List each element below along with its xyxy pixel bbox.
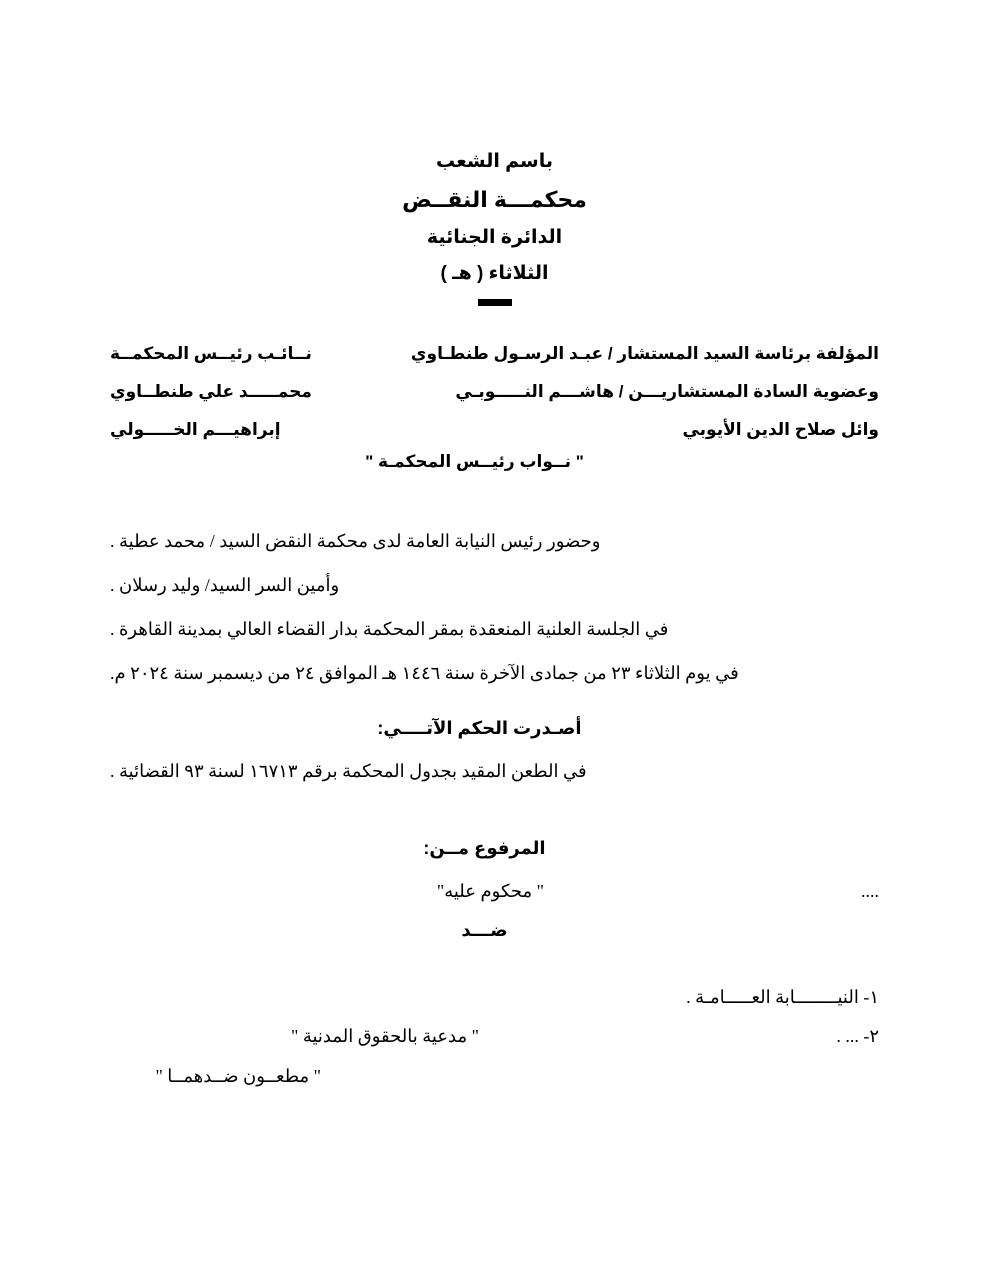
composition-row [110, 345, 879, 362]
verdict-section [0, 718, 989, 782]
document-body [0, 532, 989, 708]
verdict-heading: أصـدرت الحكم الآتــــي: [377, 718, 582, 738]
parties-filed-by-heading: المرفوع مــن: [423, 838, 546, 858]
court-composition [0, 345, 989, 472]
body-line-session-date: في يوم الثلاثاء ٢٣ من جمادى الآخرة سنة ١٤٤٦ هـ الموافق ٢٤ من ديسمبر سنة ٢٠٢٤ م. [110, 663, 739, 683]
body-line-prosecutor: وحضور رئيس النيابة العامة لدى محكمة النقض السيد / محمد عطية . [110, 531, 601, 551]
composition-member-judge-3: وائل صلاح الدين الأيوبي [682, 420, 879, 439]
parties-section [0, 838, 989, 941]
composition-row [110, 421, 879, 438]
respondents-section [0, 988, 989, 1087]
composition-presiding-judge: المؤلفة برئاسة السيد المستشار / عبـد الرسـول طنطـاوي [410, 344, 879, 363]
against-label: ضـــد [461, 920, 508, 940]
appellant-row [110, 882, 879, 900]
header-session-day: الثلاثاء ( هـ ) [440, 263, 549, 284]
respondent-1-label: ١- النيــــــــابة العـــــامـة . [686, 987, 879, 1007]
header-separator-rule [478, 299, 512, 306]
body-line-session-venue: في الجلسة العلنية المنعقدة بمقر المحكمة بدار القضاء العالي بمدينة القاهرة . [110, 619, 669, 639]
header-chamber-name: الدائرة الجنائية [426, 227, 563, 248]
appellant-status-tag: " محكوم عليه" [436, 881, 544, 901]
composition-presiding-title: نــائـب رئيــس المحكمــة [110, 344, 312, 363]
respondent-2-label: ٢- ... . [836, 1026, 879, 1046]
composition-member-judge-4: إبراهيـــم الخـــــولي [110, 420, 281, 439]
header-court-name: محكمـــة النقــض [402, 187, 587, 212]
composition-member-judge-1: وعضوية السادة المستشاريـــن / هاشـــم النـــــوبـي [455, 382, 879, 401]
respondents-collective-tag: " مطعــون ضــدهمــا " [155, 1066, 321, 1086]
composition-note: " نــواب رئيــس المحكمـة " [365, 452, 584, 471]
list-item [110, 988, 879, 1006]
composition-member-judge-2: محمـــــد علي طنطــاوي [110, 382, 312, 401]
verdict-case-number-line: في الطعن المقيد بجدول المحكمة برقم ١٦٧١٣ لسنة ٩٣ القضائية . [110, 761, 587, 781]
appellant-number: .... [861, 881, 879, 901]
composition-row [110, 383, 879, 400]
respondent-2-tag: " مدعية بالحقوق المدنية " [290, 1026, 479, 1046]
header-in-name-of-people: باسم الشعب [436, 151, 553, 172]
body-line-secretary: وأمين السر السيد/ وليد رسلان . [110, 575, 340, 595]
list-item [110, 1027, 879, 1045]
document-header [0, 152, 989, 306]
